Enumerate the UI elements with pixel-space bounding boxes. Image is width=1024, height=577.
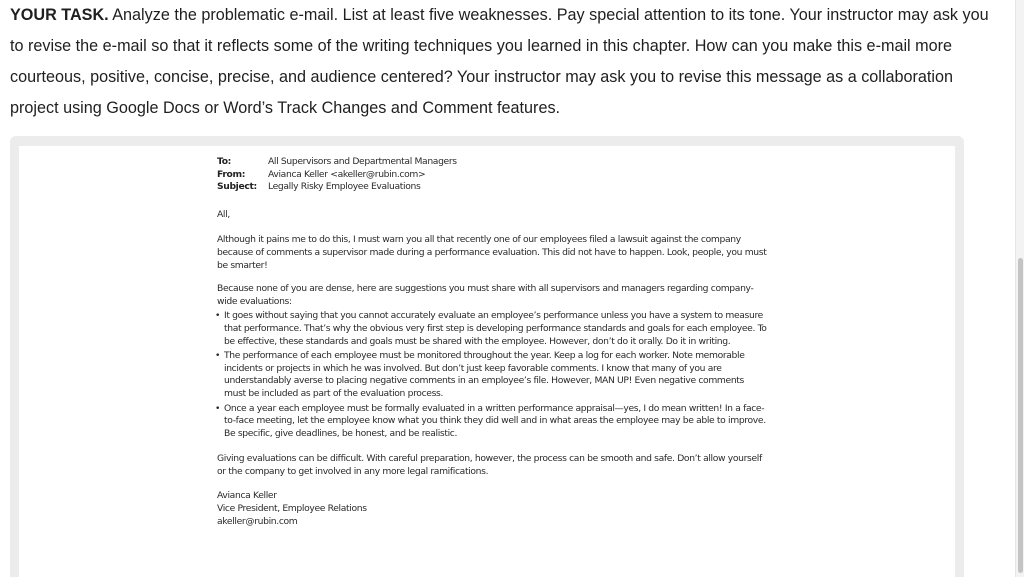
email-content: [217, 156, 767, 528]
email-bullet-list: [217, 310, 767, 440]
task-text: Analyze the problematic e-mail. List at least five weaknesses. Pay special attention to its tone. Your instructor may ask you to revise the e-mail so that it reflects some of the writing techniques you learned in this chapter. How can you make this e-mail more courteous, positive, concise, precise, and audience centered? Your instructor may ask you to revise this message as a collaboration project using Google Docs or Word’s Track Changes and Comment features.: [10, 6, 989, 117]
email-from-row: [217, 169, 767, 182]
email-signature: [217, 490, 767, 528]
list-item: • The performance of each employee must be monitored throughout the year. Keep a log for each worker. Note memorable incidents or projects in which he was involved. But don’t just keep favorable comments. I know that many of you are understandably averse to placing negative comments in an employee’s file. However, MAN UP! Even negative comments must be included as part of the evaluation process.: [217, 350, 767, 400]
to-value: All Supervisors and Departmental Managers: [268, 156, 457, 167]
list-item: • Once a year each employee must be formally evaluated in a written performance appraisal—yes, I do mean written! In a face-to-face meeting, let the employee know what you think they did well and in what areas the employee may be able to improve. Be specific, give deadlines, be honest, and be realistic.: [217, 403, 767, 441]
email-paragraph-2: Because none of you are dense, here are suggestions you must share with all supervisors and managers regarding company-wide evaluations:: [217, 283, 754, 307]
subject-label: Subject:: [217, 181, 257, 193]
list-item: • It goes without saying that you cannot accurately evaluate an employee’s performance unless you have a system to measure that performance. That’s why the obvious very first step is developing performance standards and goals for each employee. To be effective, these standards and goals must be shared with the employee. However, don’t do it orally. Do it in writing.: [217, 310, 767, 348]
task-lead: YOUR TASK.: [10, 6, 109, 24]
task-instructions: [10, 0, 995, 124]
email-to-row: [217, 156, 767, 169]
email-subject-row: [217, 181, 767, 194]
email-salutation: All,: [217, 208, 230, 220]
to-label: To:: [217, 156, 231, 167]
page-scrollbar[interactable]: [1015, 0, 1024, 577]
scrollbar-thumb[interactable]: [1018, 258, 1023, 573]
signature-email: akeller@rubin.com: [217, 515, 298, 527]
signature-title: Vice President, Employee Relations: [217, 503, 367, 515]
from-label: From:: [217, 168, 246, 180]
subject-value: Legally Risky Employee Evaluations: [268, 181, 421, 193]
email-paragraph-1: Although it pains me to do this, I must warn you all that recently one of our employees filed a lawsuit against the company because of comments a supervisor made during a performance evaluation. This did not have to happen. Look, people, you must be smarter!: [217, 234, 767, 271]
email-closing: Giving evaluations can be difficult. With careful preparation, however, the process can be smooth and safe. Don’t allow yourself or the company to get involved in any more legal ramifications.: [217, 453, 762, 477]
from-value: Avianca Keller <akeller@rubin.com>: [268, 168, 426, 180]
signature-name: Avianca Keller: [217, 490, 277, 502]
